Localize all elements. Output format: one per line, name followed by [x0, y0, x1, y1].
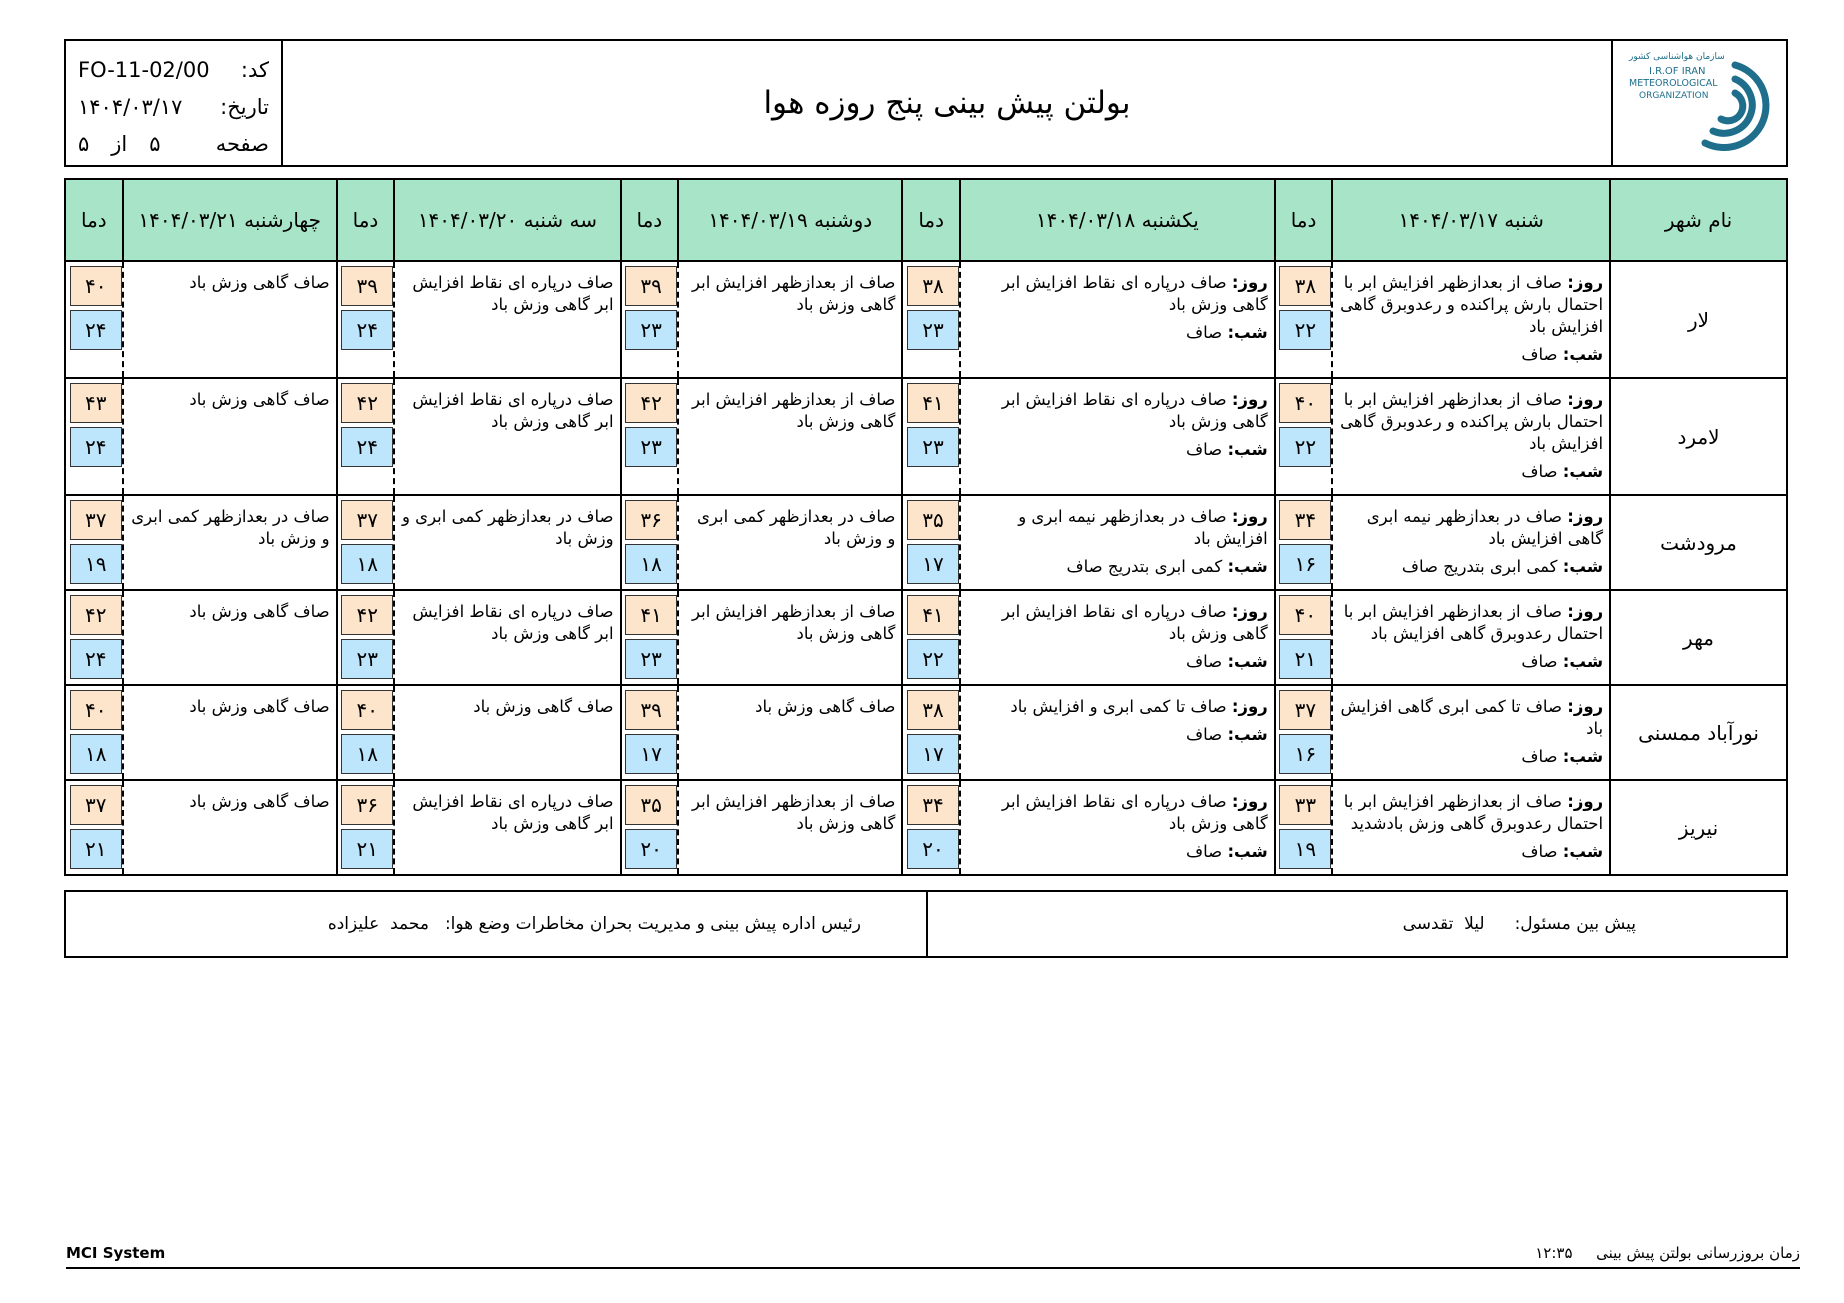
day-text: صاف از بعدازظهر افزایش ابر با احتمال رعدوبرق گاهی افزایش باد — [1343, 602, 1604, 643]
temp-cell — [902, 261, 960, 378]
min-temp: ۲۴ — [341, 310, 393, 350]
temp-cell — [337, 685, 395, 780]
max-temp: ۳۹ — [625, 266, 677, 306]
min-temp: ۲۳ — [625, 427, 677, 467]
min-temp: ۲۳ — [907, 310, 959, 350]
temp-cell — [621, 378, 679, 495]
day-forecast — [967, 791, 1268, 835]
day-text: صاف درپاره ای نقاط افزایش ابر گاهی وزش باد — [1001, 390, 1268, 431]
forecast-cell — [678, 378, 902, 495]
max-temp: ۳۷ — [341, 500, 393, 540]
night-forecast — [967, 724, 1268, 746]
day-header-3: دوشنبه ۱۴۰۴/۰۳/۱۹ — [678, 179, 902, 261]
page-title: بولتن پیش بینی پنج روزه هوا — [763, 85, 1131, 121]
min-temp: ۱۷ — [907, 544, 959, 584]
max-temp: ۴۰ — [1279, 383, 1331, 423]
forecast-table — [64, 178, 1788, 876]
document-meta — [66, 41, 283, 165]
temp-cell — [337, 378, 395, 495]
temp-header: دما — [1275, 179, 1333, 261]
night-label: شب: — [1562, 462, 1604, 481]
temp-cell — [621, 261, 679, 378]
day-label: روز: — [1231, 273, 1268, 292]
forecaster-label: پیش بین مسئول: — [1514, 914, 1636, 934]
night-label: شب: — [1227, 557, 1268, 576]
day-label: روز: — [1567, 792, 1604, 811]
max-temp: ۴۰ — [1279, 595, 1331, 635]
night-text: صاف — [1186, 440, 1223, 459]
city-name: مهر — [1610, 590, 1787, 685]
night-forecast — [1339, 841, 1603, 863]
forecast-cell — [960, 780, 1275, 875]
temp-cell — [65, 780, 123, 875]
forecast-cell — [394, 495, 620, 590]
max-temp: ۴۳ — [70, 383, 122, 423]
temp-cell — [902, 780, 960, 875]
night-text: صاف — [1186, 842, 1223, 861]
night-label: شب: — [1227, 842, 1268, 861]
day-label: روز: — [1231, 602, 1268, 621]
forecast-text: صاف از بعدازظهر افزایش ابر گاهی وزش باد — [692, 792, 896, 833]
table-row — [65, 378, 1787, 495]
day-text: صاف تا کمی ابری گاهی افزایش باد — [1340, 697, 1604, 738]
min-temp: ۱۶ — [1279, 544, 1331, 584]
temp-cell — [902, 685, 960, 780]
max-temp: ۴۱ — [625, 595, 677, 635]
forecast-text: صاف گاهی وزش باد — [755, 697, 896, 716]
temp-cell — [621, 590, 679, 685]
forecast-text: صاف درپاره ای نقاط افزایش ابر گاهی وزش باد — [412, 602, 614, 643]
day-forecast — [1339, 506, 1603, 550]
min-temp: ۲۱ — [70, 829, 122, 869]
day-label: روز: — [1567, 507, 1604, 526]
night-forecast — [1339, 746, 1603, 768]
forecast-cell — [678, 685, 902, 780]
temp-cell — [337, 780, 395, 875]
max-temp: ۳۴ — [1279, 500, 1331, 540]
day-header-4: سه شنبه ۱۴۰۴/۰۳/۲۰ — [394, 179, 620, 261]
max-temp: ۴۲ — [341, 383, 393, 423]
night-text: کمی ابری بتدریج صاف — [1066, 557, 1223, 576]
night-text: صاف — [1521, 747, 1558, 766]
table-row — [65, 495, 1787, 590]
forecast-text: صاف درپاره ای نقاط افزایش ابر گاهی وزش باد — [412, 792, 614, 833]
day-text: صاف درپاره ای نقاط افزایش ابر گاهی وزش باد — [1001, 273, 1268, 314]
forecast-cell — [1332, 685, 1610, 780]
city-name: لامرد — [1610, 378, 1787, 495]
spiral-logo-icon — [1625, 47, 1775, 159]
min-temp: ۱۸ — [341, 544, 393, 584]
page-total: ۵ — [78, 131, 90, 156]
forecast-cell — [123, 378, 337, 495]
forecast-cell — [960, 590, 1275, 685]
day-text: صاف از بعدازظهر افزایش ابر با احتمال بارش پراکنده و رعدوبرق گاهی افزایش باد — [1340, 273, 1604, 336]
max-temp: ۴۲ — [341, 595, 393, 635]
day-forecast — [1339, 272, 1603, 338]
night-label: شب: — [1562, 747, 1604, 766]
min-temp: ۲۴ — [70, 310, 122, 350]
night-text: صاف — [1521, 345, 1558, 364]
forecast-text: صاف درپاره ای نقاط افزایش ابر گاهی وزش باد — [412, 273, 614, 314]
forecast-text: صاف از بعدازظهر افزایش ابر گاهی وزش باد — [692, 273, 896, 314]
min-temp: ۲۳ — [625, 639, 677, 679]
night-forecast — [1339, 461, 1603, 483]
min-temp: ۲۱ — [1279, 639, 1331, 679]
night-text: صاف — [1186, 652, 1223, 671]
forecast-cell — [123, 495, 337, 590]
day-label: روز: — [1567, 697, 1604, 716]
forecast-cell — [1332, 378, 1610, 495]
forecast-text: صاف از بعدازظهر افزایش ابر گاهی وزش باد — [692, 602, 896, 643]
min-temp: ۲۱ — [341, 829, 393, 869]
day-forecast — [967, 389, 1268, 433]
night-forecast — [967, 439, 1268, 461]
forecast-cell — [960, 685, 1275, 780]
day-text: صاف در بعدازظهر نیمه ابری گاهی افزایش باد — [1366, 507, 1604, 548]
forecaster-name: لیلا تقدسی — [1402, 914, 1485, 934]
forecast-text: صاف گاهی وزش باد — [189, 273, 330, 292]
day-forecast — [1339, 696, 1603, 740]
forecast-cell — [960, 261, 1275, 378]
day-forecast — [967, 696, 1268, 718]
night-label: شب: — [1227, 440, 1268, 459]
forecast-cell — [1332, 590, 1610, 685]
night-label: شب: — [1562, 345, 1604, 364]
day-label: روز: — [1231, 792, 1268, 811]
min-temp: ۲۰ — [907, 829, 959, 869]
night-label: شب: — [1562, 652, 1604, 671]
forecast-cell — [123, 780, 337, 875]
day-label: روز: — [1567, 273, 1604, 292]
min-temp: ۲۲ — [1279, 427, 1331, 467]
forecast-cell — [1332, 780, 1610, 875]
min-temp: ۱۹ — [70, 544, 122, 584]
min-temp: ۱۸ — [70, 734, 122, 774]
max-temp: ۴۱ — [907, 595, 959, 635]
max-temp: ۴۰ — [70, 690, 122, 730]
day-header-2: یکشنبه ۱۴۰۴/۰۳/۱۸ — [960, 179, 1275, 261]
temp-cell — [902, 378, 960, 495]
page-of: از — [111, 131, 128, 156]
date-value: ۱۴۰۴/۰۳/۱۷ — [78, 94, 183, 119]
forecast-cell — [678, 495, 902, 590]
update-label: زمان بروزرسانی بولتن پیش بینی — [1596, 1244, 1800, 1262]
logo — [1611, 41, 1786, 165]
night-text: صاف — [1186, 323, 1223, 342]
max-temp: ۳۹ — [341, 266, 393, 306]
signature-box — [64, 890, 1788, 958]
temp-cell — [65, 261, 123, 378]
night-text: صاف — [1186, 725, 1223, 744]
temp-header: دما — [65, 179, 123, 261]
night-label: شب: — [1562, 842, 1604, 861]
day-header-5: چهارشنبه ۱۴۰۴/۰۳/۲۱ — [123, 179, 337, 261]
forecast-text: صاف در بعدازظهر کمی ابری و وزش باد — [401, 507, 614, 548]
forecast-cell — [394, 780, 620, 875]
head-label: رئیس اداره پیش بینی و مدیریت بحران مخاطرات وضع هوا: — [444, 914, 861, 934]
temp-cell — [621, 495, 679, 590]
head-section — [66, 892, 926, 956]
min-temp: ۲۲ — [907, 639, 959, 679]
bulletin-header — [64, 39, 1788, 167]
night-forecast — [967, 841, 1268, 863]
city-name: مرودشت — [1610, 495, 1787, 590]
day-forecast — [967, 272, 1268, 316]
logo-text-en-1: I.R.OF IRAN — [1648, 66, 1706, 77]
temp-header: دما — [337, 179, 395, 261]
min-temp: ۱۸ — [341, 734, 393, 774]
forecast-cell — [394, 590, 620, 685]
max-temp: ۳۸ — [1279, 266, 1331, 306]
city-header: نام شهر — [1610, 179, 1787, 261]
max-temp: ۳۹ — [625, 690, 677, 730]
forecast-text: صاف گاهی وزش باد — [189, 697, 330, 716]
temp-cell — [65, 590, 123, 685]
temp-cell — [1275, 590, 1333, 685]
forecast-text: صاف گاهی وزش باد — [189, 602, 330, 621]
night-forecast — [1339, 344, 1603, 366]
day-text: صاف درپاره ای نقاط افزایش ابر گاهی وزش باد — [1001, 792, 1268, 833]
temp-cell — [1275, 495, 1333, 590]
temp-cell — [337, 590, 395, 685]
system-name: MCI System — [66, 1244, 166, 1262]
forecast-text: صاف درپاره ای نقاط افزایش ابر گاهی وزش باد — [412, 390, 614, 431]
max-temp: ۳۳ — [1279, 785, 1331, 825]
day-forecast — [967, 506, 1268, 550]
day-forecast — [1339, 389, 1603, 455]
table-row — [65, 685, 1787, 780]
max-temp: ۴۲ — [625, 383, 677, 423]
night-label: شب: — [1227, 725, 1268, 744]
forecast-cell — [394, 685, 620, 780]
forecast-cell — [394, 378, 620, 495]
code-label: کد: — [240, 57, 269, 82]
max-temp: ۳۷ — [70, 500, 122, 540]
temp-cell — [337, 261, 395, 378]
update-info — [1535, 1244, 1800, 1262]
temp-cell — [902, 495, 960, 590]
temp-cell — [1275, 780, 1333, 875]
forecaster-section — [926, 892, 1786, 956]
min-temp: ۱۷ — [625, 734, 677, 774]
temp-cell — [1275, 378, 1333, 495]
logo-text-en-3: ORGANIZATION — [1638, 91, 1708, 101]
city-name: لار — [1610, 261, 1787, 378]
page-current: ۵ — [149, 131, 161, 156]
day-forecast — [1339, 791, 1603, 835]
min-temp: ۱۶ — [1279, 734, 1331, 774]
max-temp: ۳۷ — [70, 785, 122, 825]
forecast-cell — [960, 495, 1275, 590]
night-text: صاف — [1521, 462, 1558, 481]
night-text: کمی ابری بتدریج صاف — [1401, 557, 1558, 576]
forecast-cell — [394, 261, 620, 378]
max-temp: ۳۸ — [907, 690, 959, 730]
night-forecast — [967, 322, 1268, 344]
footer — [66, 1234, 1800, 1269]
max-temp: ۴۱ — [907, 383, 959, 423]
day-text: صاف از بعدازظهر افزایش ابر با احتمال رعدوبرق گاهی وزش بادشدید — [1343, 792, 1604, 833]
forecast-cell — [960, 378, 1275, 495]
logo-text-fa: سازمان هواشناسی کشور — [1628, 52, 1725, 62]
night-label: شب: — [1227, 323, 1268, 342]
min-temp: ۲۴ — [70, 639, 122, 679]
night-forecast — [967, 556, 1268, 578]
code-value: FO-11-02/00 — [78, 57, 210, 82]
forecast-text: صاف در بعدازظهر کمی ابری و وزش باد — [697, 507, 896, 548]
forecast-cell — [1332, 261, 1610, 378]
day-text: صاف از بعدازظهر افزایش ابر با احتمال بارش پراکنده و رعدوبرق گاهی افزایش باد — [1340, 390, 1604, 453]
day-header-1: شنبه ۱۴۰۴/۰۳/۱۷ — [1332, 179, 1610, 261]
page-label: صفحه — [215, 131, 269, 156]
min-temp: ۲۲ — [1279, 310, 1331, 350]
temp-header: دما — [621, 179, 679, 261]
temp-cell — [65, 495, 123, 590]
day-label: روز: — [1231, 697, 1268, 716]
forecast-text: صاف گاهی وزش باد — [473, 697, 614, 716]
night-forecast — [1339, 651, 1603, 673]
min-temp: ۱۹ — [1279, 829, 1331, 869]
max-temp: ۴۰ — [341, 690, 393, 730]
temp-cell — [65, 685, 123, 780]
night-forecast — [967, 651, 1268, 673]
temp-header: دما — [902, 179, 960, 261]
night-text: صاف — [1521, 842, 1558, 861]
max-temp: ۳۵ — [907, 500, 959, 540]
day-label: روز: — [1231, 507, 1268, 526]
max-temp: ۳۷ — [1279, 690, 1331, 730]
forecast-cell — [123, 685, 337, 780]
forecast-text: صاف گاهی وزش باد — [189, 390, 330, 409]
max-temp: ۳۶ — [625, 500, 677, 540]
temp-cell — [621, 780, 679, 875]
table-row — [65, 590, 1787, 685]
temp-cell — [621, 685, 679, 780]
forecast-cell — [123, 261, 337, 378]
max-temp: ۳۵ — [625, 785, 677, 825]
min-temp: ۲۰ — [625, 829, 677, 869]
forecast-cell — [123, 590, 337, 685]
temp-cell — [65, 378, 123, 495]
temp-cell — [902, 590, 960, 685]
table-row — [65, 780, 1787, 875]
min-temp: ۲۴ — [341, 427, 393, 467]
max-temp: ۳۶ — [341, 785, 393, 825]
forecast-text: صاف گاهی وزش باد — [189, 792, 330, 811]
day-text: صاف تا کمی ابری و افزایش باد — [1010, 697, 1227, 716]
update-time: ۱۲:۳۵ — [1535, 1244, 1573, 1262]
day-text: صاف درپاره ای نقاط افزایش ابر گاهی وزش باد — [1001, 602, 1268, 643]
max-temp: ۴۲ — [70, 595, 122, 635]
max-temp: ۳۴ — [907, 785, 959, 825]
day-label: روز: — [1567, 390, 1604, 409]
forecast-text: صاف از بعدازظهر افزایش ابر گاهی وزش باد — [692, 390, 896, 431]
night-label: شب: — [1227, 652, 1268, 671]
min-temp: ۱۷ — [907, 734, 959, 774]
page-number — [78, 132, 161, 156]
night-forecast — [1339, 556, 1603, 578]
max-temp: ۳۸ — [907, 266, 959, 306]
day-forecast — [967, 601, 1268, 645]
day-text: صاف در بعدازظهر نیمه ابری و افزایش باد — [1018, 507, 1268, 548]
temp-cell — [1275, 261, 1333, 378]
forecast-cell — [678, 261, 902, 378]
night-text: صاف — [1521, 652, 1558, 671]
min-temp: ۲۳ — [625, 310, 677, 350]
min-temp: ۲۳ — [907, 427, 959, 467]
date-label: تاریخ: — [220, 94, 269, 119]
forecast-cell — [678, 780, 902, 875]
forecast-text: صاف در بعدازظهر کمی ابری و وزش باد — [131, 507, 330, 548]
city-name: نیریز — [1610, 780, 1787, 875]
temp-cell — [1275, 685, 1333, 780]
day-forecast — [1339, 601, 1603, 645]
forecast-cell — [1332, 495, 1610, 590]
head-name: محمد علیزاده — [327, 914, 429, 934]
city-name: نورآباد ممسنی — [1610, 685, 1787, 780]
table-header-row — [65, 179, 1787, 261]
day-label: روز: — [1231, 390, 1268, 409]
max-temp: ۴۰ — [70, 266, 122, 306]
min-temp: ۱۸ — [625, 544, 677, 584]
forecast-cell — [678, 590, 902, 685]
min-temp: ۲۴ — [70, 427, 122, 467]
table-row — [65, 261, 1787, 378]
night-label: شب: — [1562, 557, 1604, 576]
min-temp: ۲۳ — [341, 639, 393, 679]
logo-text-en-2: METEOROLOGICAL — [1628, 78, 1718, 89]
day-label: روز: — [1567, 602, 1604, 621]
temp-cell — [337, 495, 395, 590]
